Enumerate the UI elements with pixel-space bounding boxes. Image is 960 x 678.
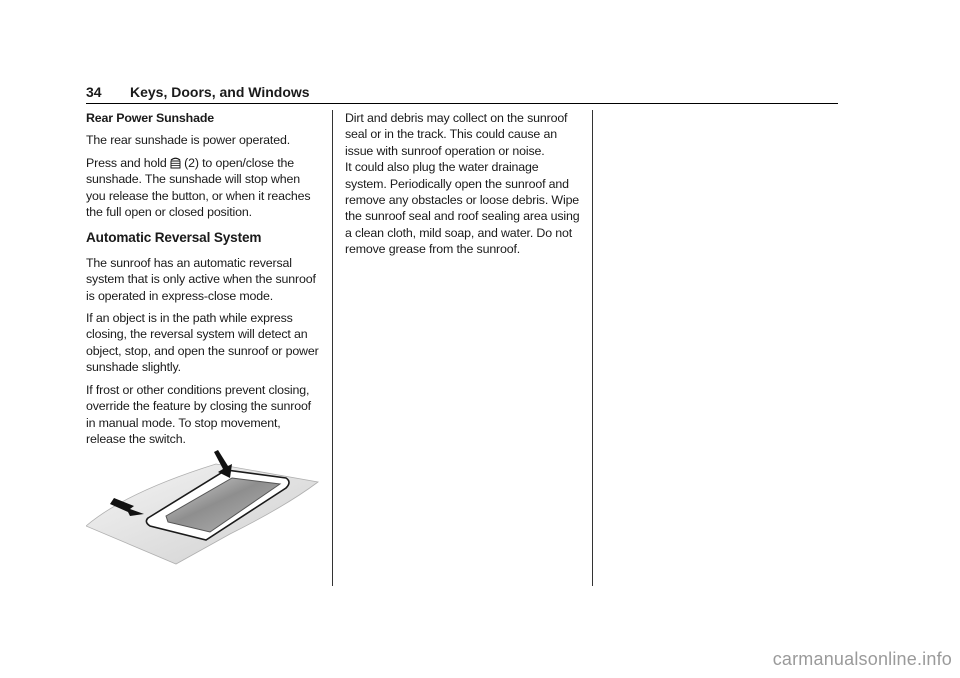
watermark: carmanualsonline.info xyxy=(772,649,952,669)
reversal-heading: Automatic Reversal System xyxy=(86,230,262,246)
middle-column xyxy=(345,110,581,264)
press-hold-paragraph xyxy=(86,155,322,221)
reversal-paragraph-1: The sunroof has an automatic reversal system that is only active when the sunroof is operated in express-close mode. xyxy=(86,255,316,303)
rear-sunshade-heading: Rear Power Sunshade xyxy=(86,111,214,125)
left-column xyxy=(86,110,322,453)
sunshade-button-icon xyxy=(170,156,181,169)
column-divider xyxy=(592,110,593,586)
press-hold-suffix: (2) to open/close the sunshade. The sunshade will stop when you release the button, or when it reaches the full open or closed position. xyxy=(86,155,311,220)
maintenance-paragraph-2: It could also plug the water drainage system. Periodically open the sunroof and remove any obstacles or loose debris. Wipe the sunroof seal and roof sealing area using a clean cloth, mild soap, and water. Do not remove grease from the sunroof. xyxy=(345,160,580,257)
rear-sunshade-intro: The rear sunshade is power operated. xyxy=(86,133,290,148)
maintenance-paragraph-1: Dirt and debris may collect on the sunroof seal or in the track. This could cause an issue with sunroof operation or noise. xyxy=(345,111,568,158)
column-divider xyxy=(332,110,333,586)
header-rule xyxy=(86,103,838,104)
sunroof-illustration xyxy=(86,446,320,570)
section-title: Keys, Doors, and Windows xyxy=(130,84,310,100)
press-hold-prefix: Press and hold xyxy=(86,155,167,170)
reversal-paragraph-2: If an object is in the path while express closing, the reversal system will detect an object, stop, and open the sunroof or power sunshade slightly. xyxy=(86,311,319,375)
page-header xyxy=(86,84,838,104)
page-number: 34 xyxy=(86,84,102,100)
reversal-paragraph-3: If frost or other conditions prevent closing, override the feature by closing the sunroof in manual mode. To stop movement, release the switch. xyxy=(86,382,311,446)
